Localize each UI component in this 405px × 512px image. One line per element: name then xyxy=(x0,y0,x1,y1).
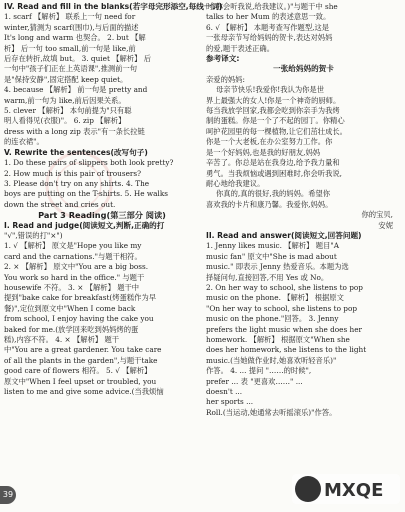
answer-line: down the street and cries out. xyxy=(4,199,116,209)
answer-line: 制的蛋糕。你是一个了不起的园丁。你精心 xyxy=(206,116,345,126)
answer-line: winter,猜测为 scarf(围巾),与后面的描述 xyxy=(4,22,139,32)
answer-line: prefer ... 表 "更喜欢……" ... xyxy=(206,376,303,386)
answer-line: 是一个好妈妈,也是我的好朋友,妈妈 xyxy=(206,147,321,157)
answer-line: listen to me and give some advice.(当我烦恼 xyxy=(4,387,164,397)
answer-line: 1. Do these pairs of slippers both look pretty? xyxy=(4,158,174,168)
answer-line: 2. How much is this pair of trousers? xyxy=(4,168,142,178)
signature-line: 你的宝贝, xyxy=(361,210,393,220)
answer-line: "On her way to school, she listens to pop xyxy=(206,303,358,313)
answer-line: 呵护花园里的每一棵植物,让它们茁壮成长。 xyxy=(206,126,347,136)
answer-line: 勇气。当我烦恼或遇到困难时,你会听我说, xyxy=(206,168,342,178)
section-heading: IV. Read and fill in the blanks(若字母完形添空,每线一词) xyxy=(4,2,223,11)
answer-line: 提到"bake cake for breakfast(烤蛋糕作为早 xyxy=(4,293,157,303)
answer-line: 1. Jenny likes music. 【解析】 题目"A xyxy=(206,241,339,251)
answer-line: 原文中"When I feel upset or troubled, you xyxy=(4,376,157,386)
site-watermark-logo xyxy=(292,470,400,508)
section-heading: V. Rewrite the sentences(改写句子) xyxy=(4,147,148,157)
signature-line: 安妮 xyxy=(378,220,393,230)
answer-line: 1. √ 【解析】 原文是"Hope you like my xyxy=(4,241,142,251)
answer-line: 餐)",定位到原文中"When I come back xyxy=(4,303,136,313)
section-heading: 参考译文: xyxy=(206,54,240,64)
answer-line: You work so hard in the office." 与题干 xyxy=(4,272,145,282)
answer-line: her sports ... xyxy=(206,397,254,407)
answer-line: 喜欢我的卡片和康乃馨。我爱你,妈妈。 xyxy=(206,199,333,209)
answer-line: 作答。 4. ... 提问 "……的时候", xyxy=(206,366,312,376)
answer-line: Roll.(当运动,她通常去听摇滚乐)"作答。 xyxy=(206,407,337,417)
answer-line: 是"保持安静",固定搭配 keep quiet。 xyxy=(4,74,128,84)
answer-line: 5. clever 【解析】 本句前提为"只有聪 xyxy=(4,106,132,116)
answer-line: 3. Please don't try on any shirts. 4. The xyxy=(4,178,150,188)
answer-line: 耐心地给我建议。 xyxy=(206,178,265,188)
answer-line: doesn't ... xyxy=(206,387,243,397)
answer-line: from school, I enjoy having the cake you xyxy=(4,314,154,324)
answer-line: dress with a long zip 表示"有一条长拉链 xyxy=(4,126,145,136)
answer-line: warm,前一句为 like,前后因果关系。 xyxy=(4,95,126,105)
answer-line: 2. On her way to school, she listens to pop xyxy=(206,282,363,292)
answer-line: 1. scarf 【解析】 联系上一句 need for xyxy=(4,12,136,22)
page-number: 39 xyxy=(0,486,16,504)
answer-line: 中"You are a great gardener. You take care xyxy=(4,345,162,355)
answer-line: talks to her Mum 的表述意思一致。 xyxy=(206,12,331,22)
answer-line: boys are putting on the T-shirts. 5. He walks xyxy=(4,189,169,199)
answer-line: 每当我放学回家,我都会吃到你亲手为我烤 xyxy=(206,106,340,116)
answer-line: of all the plants in the garden",与题干take xyxy=(4,355,158,365)
answer-line: homework. 【解析】 根据原文"When she xyxy=(206,335,350,344)
section-heading: I. Read and judge(阅读短文,判断,正确的打 xyxy=(4,220,165,230)
answer-line: music." 即表示 Jenny 热爱音乐。本题为选 xyxy=(206,262,349,272)
answer-line: 时,你会听我说,给我建议。)"与题干中 she xyxy=(206,2,338,11)
answer-line: 6. √ 【解析】 本题考查写作题型,这是 xyxy=(206,22,330,32)
letter-title: 一张给妈妈的贺卡 xyxy=(273,64,334,74)
answer-line: 的连衣裙"。 xyxy=(4,137,44,147)
answer-line: 析】 后一句 too small,前一句是 like,前 xyxy=(4,43,136,53)
answer-line: music on the phone."回答。 3. Jenny xyxy=(206,314,339,324)
part-heading: Part 3 Reading(第三部分 阅读) xyxy=(38,210,166,221)
answer-line: 辛苦了。你总是站在我身边,给予我力量和 xyxy=(206,158,340,168)
answer-line: 的爱,题干表述正确。 xyxy=(206,43,274,53)
answer-line: 糕),内容不符。 4. × 【解析】 题干 xyxy=(4,335,120,344)
answer-line: 亲爱的妈妈: xyxy=(206,74,245,84)
section-heading: II. Read and answer(阅读短文,回答问题) xyxy=(206,230,362,240)
paragraph-line: 你真的,真的很好,我的妈妈。希望你 xyxy=(216,189,331,199)
answer-line: 界上最强大的女人!你是一个神奇的厨师。 xyxy=(206,95,341,105)
paragraph-line: 母亲节快乐!我爱你!我认为你是世 xyxy=(216,85,325,95)
answer-line: 一句中"孩子们正在上英语课",推测前一句 xyxy=(4,64,138,74)
answer-line: It's long and warm 也契合。 2. but 【解 xyxy=(4,33,146,43)
answer-line: music fan" 原文中"She is mad about xyxy=(206,251,337,261)
answer-line: prefers the light music when she does her xyxy=(206,324,363,334)
answer-line: 2. × 【解析】 原文中"You are a big boss. xyxy=(4,262,149,272)
svg-text:MXQE: MXQE xyxy=(324,480,384,501)
answer-line: good care of flowers 相符。 5. √ 【解析】 xyxy=(4,366,152,376)
answer-line: music on the phone. 【解析】 根据原文 xyxy=(206,293,344,303)
answer-line: 明人看得见(衣服)"。 6. zip 【解析】 xyxy=(4,116,126,126)
answer-line: 一张母亲节写给妈妈的贺卡,表达对妈妈 xyxy=(206,33,333,43)
answer-line: 后存在转折,故填 but。 3. quiet 【解析】 后 xyxy=(4,54,151,64)
answer-line: 择疑问句,直接回答,不用 Yes 或 No。 xyxy=(206,272,329,282)
right-column xyxy=(206,2,401,418)
answer-line: 你是一个大老板,在办公室努力工作。你 xyxy=(206,137,333,147)
answer-line: 4. because 【解析】 前一句是 pretty and xyxy=(4,85,148,95)
answer-line: baked for me.(放学回来吃到妈妈烤的蛋 xyxy=(4,324,139,334)
answer-line: housewife 不符。 3. × 【解析】 题干中 xyxy=(4,282,140,292)
answer-line: card and the carnations."与题干相符。 xyxy=(4,251,142,261)
answer-line: does her homework, she listens to the light xyxy=(206,345,367,355)
answer-line: music.(当她做作业时,她喜欢听轻音乐)" xyxy=(206,355,337,365)
answer-line: "√",错误的打"×") xyxy=(4,230,63,240)
